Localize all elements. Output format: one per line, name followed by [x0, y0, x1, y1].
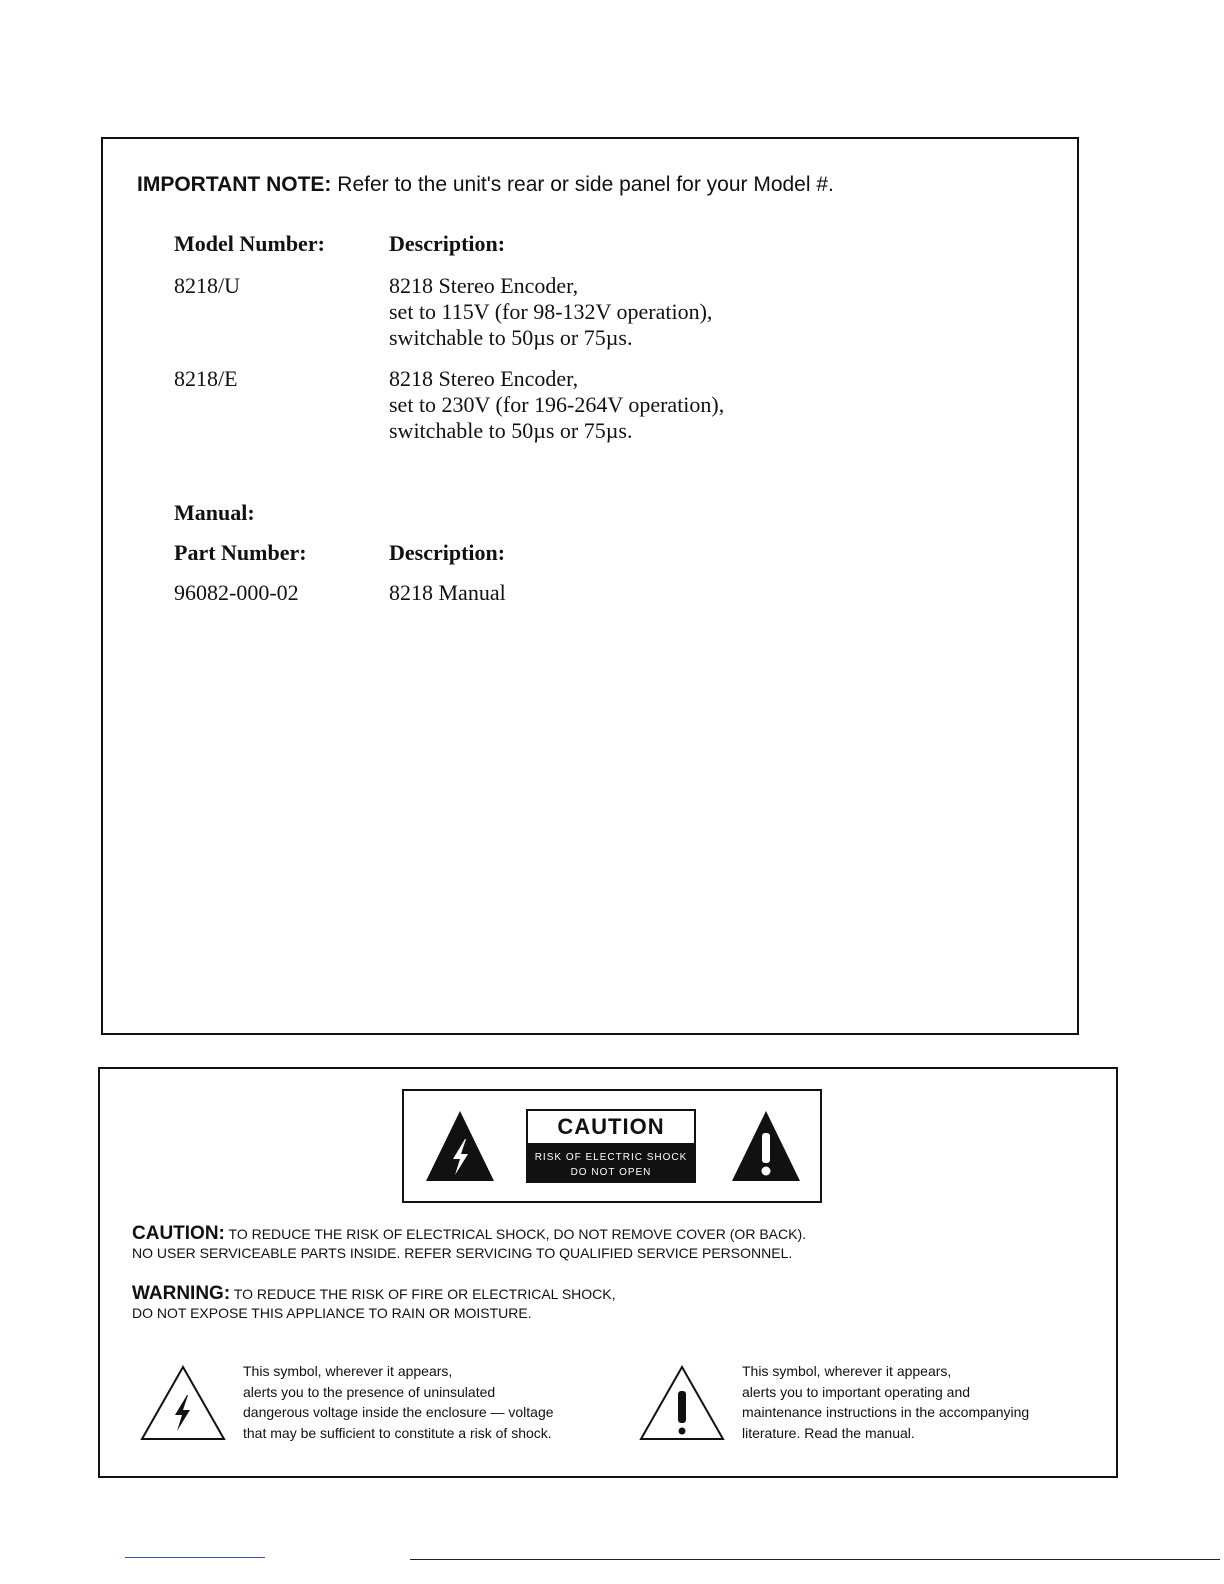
model-8218e-description	[389, 366, 724, 444]
model-info-box	[101, 137, 1079, 1035]
manual-description-header: Description:	[389, 540, 506, 565]
description-line: 8218 Stereo Encoder,	[389, 366, 579, 391]
description-line: set to 230V (for 196-264V operation),	[389, 392, 725, 417]
exclamation-warning-icon	[730, 1109, 802, 1183]
voltage-symbol-text	[243, 1361, 554, 1443]
important-note	[137, 173, 834, 197]
model-number-header: Model Number:	[174, 231, 325, 256]
bottom-rule-right	[410, 1559, 1220, 1560]
description-header: Description:	[389, 231, 506, 256]
caution-line2: NO USER SERVICEABLE PARTS INSIDE. REFER SERVICING TO QUALIFIED SERVICE PERSONNEL.	[132, 1245, 793, 1261]
important-note-label: IMPORTANT NOTE:	[137, 173, 332, 196]
caution-sign-line2: DO NOT OPEN	[570, 1167, 652, 1178]
exclamation-symbol-icon	[639, 1365, 725, 1441]
symbol-text-line: This symbol, wherever it appears,	[243, 1363, 453, 1379]
symbol-text-line: dangerous voltage inside the enclosure — voltage	[243, 1404, 554, 1420]
manual-part-number: 96082-000-02	[174, 580, 299, 605]
model-8218u-description	[389, 273, 712, 351]
caution-line1	[132, 1223, 806, 1245]
caution-text-label: CAUTION:	[132, 1223, 225, 1244]
exclamation-symbol-text	[742, 1361, 1029, 1443]
lightning-warning-icon	[424, 1109, 496, 1183]
safety-warning-box	[98, 1067, 1118, 1478]
symbol-text-line: that may be sufficient to constitute a risk of shock.	[243, 1424, 552, 1441]
description-line: 8218 Stereo Encoder,	[389, 273, 579, 298]
caution-label	[402, 1089, 822, 1203]
description-line: switchable to 50µs or 75µs.	[389, 325, 633, 350]
manual-heading: Manual:	[174, 500, 255, 525]
warning-text: TO REDUCE THE RISK OF FIRE OR ELECTRICAL SHOCK,	[233, 1286, 616, 1302]
symbol-text-line: maintenance instructions in the accompanying	[742, 1404, 1030, 1420]
model-8218e: 8218/E	[174, 366, 238, 391]
model-8218u: 8218/U	[174, 273, 240, 298]
lightning-symbol-icon	[140, 1365, 226, 1441]
caution-sign-title: CAUTION	[528, 1111, 694, 1143]
part-number-header: Part Number:	[174, 540, 307, 565]
symbol-text-line: alerts you to important operating and	[742, 1383, 971, 1400]
symbol-text-line: This symbol, wherever it appears,	[742, 1363, 952, 1379]
symbol-text-line: alerts you to the presence of uninsulated	[243, 1383, 496, 1400]
warning-text-label: WARNING:	[132, 1283, 231, 1304]
symbol-text-line: literature. Read the manual.	[742, 1424, 915, 1441]
bottom-rule-left	[125, 1557, 265, 1558]
manual-description: 8218 Manual	[389, 580, 506, 605]
warning-line1	[132, 1283, 616, 1305]
important-note-text: Refer to the unit's rear or side panel for your Model #.	[337, 173, 834, 196]
caution-sign-line1: RISK OF ELECTRIC SHOCK	[534, 1152, 688, 1163]
caution-sign	[526, 1109, 696, 1183]
warning-line2: DO NOT EXPOSE THIS APPLIANCE TO RAIN OR MOISTURE.	[132, 1305, 532, 1321]
description-line: switchable to 50µs or 75µs.	[389, 418, 633, 443]
description-line: set to 115V (for 98-132V operation),	[389, 299, 713, 324]
caution-text: TO REDUCE THE RISK OF ELECTRICAL SHOCK, DO NOT REMOVE COVER (OR BACK).	[228, 1226, 806, 1242]
